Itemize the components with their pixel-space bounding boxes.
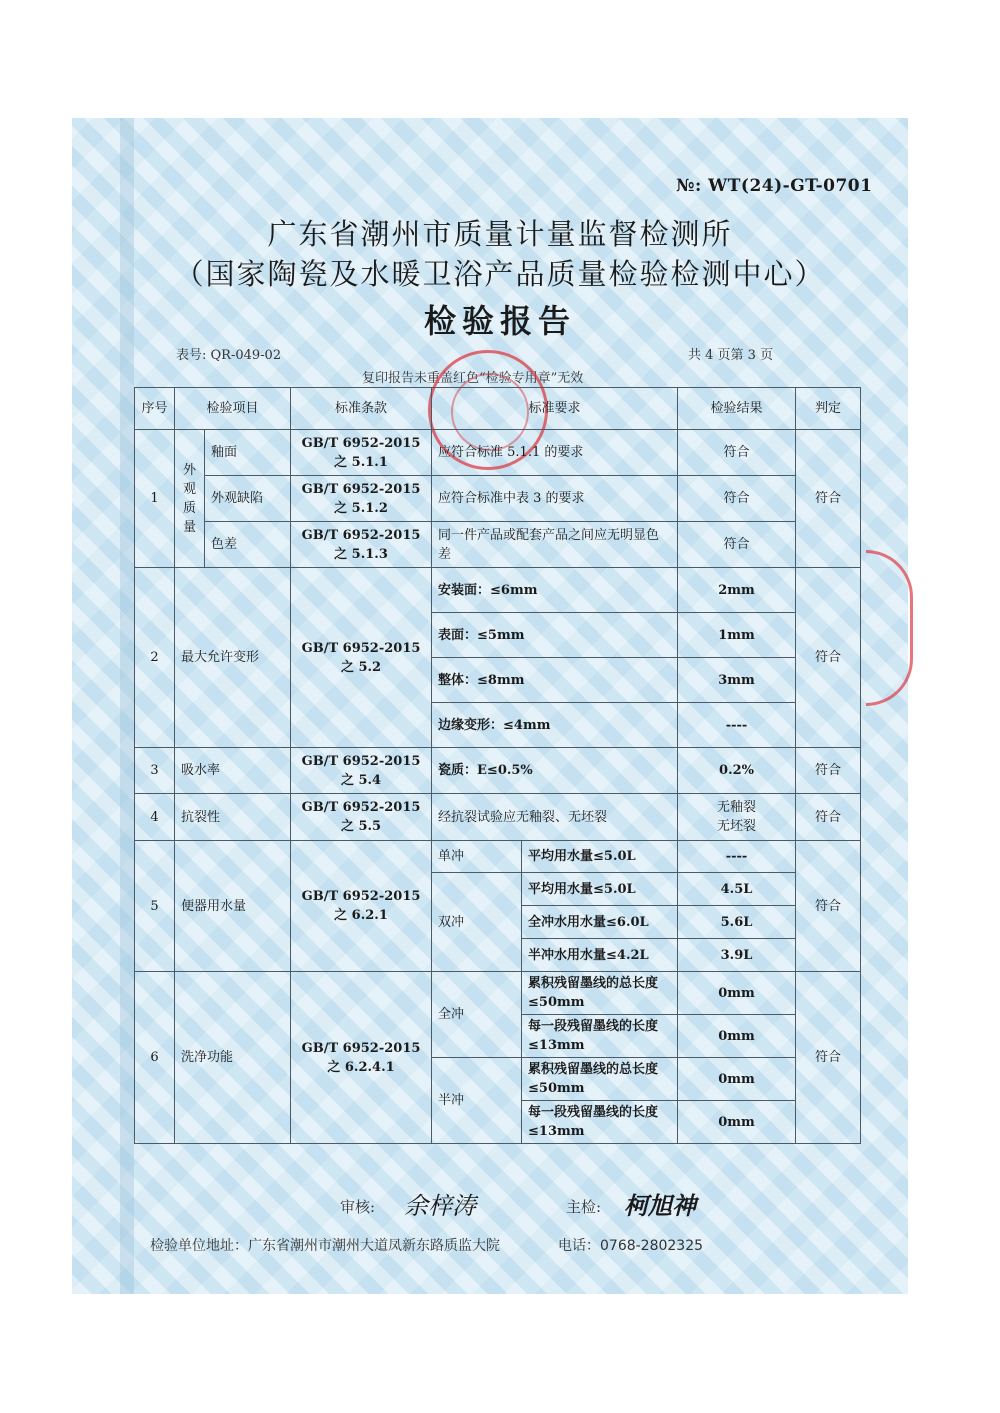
table-row: 每一段残留墨线的长度≤13mm 0mm — [135, 1101, 861, 1144]
header-requirement: 标准要求 — [432, 388, 678, 430]
inspection-table — [134, 387, 861, 1144]
institute-title: 广东省潮州市质量计量监督检测所 — [267, 217, 733, 251]
center-title: （国家陶瓷及水暖卫浴产品质量检验检测中心） — [174, 257, 826, 291]
lab-phone: 电话：0768-2802325 — [558, 1238, 704, 1254]
edge-seal-stamp — [866, 550, 913, 706]
report-number: №: WT(24)-GT-0701 — [676, 176, 873, 196]
header-result: 检验结果 — [678, 388, 796, 430]
binding-strip — [120, 118, 134, 1294]
header-item: 检验项目 — [175, 388, 291, 430]
reviewer-label: 审核: — [340, 1198, 376, 1216]
table-row: 外观缺陷 GB/T 6952-2015 之 5.1.2 应符合标准中表 3 的要求 符合 — [135, 476, 861, 522]
table-row: 每一段残留墨线的长度≤13mm 0mm — [135, 1015, 861, 1058]
table-row: 整体：≤8mm 3mm — [135, 658, 861, 703]
table-row: 2 最大允许变形 GB/T 6952-2015 之 5.2 安装面：≤6mm 2mm 符合 — [135, 568, 861, 613]
header-judgement: 判定 — [796, 388, 861, 430]
table-row: 半冲 累积残留墨线的总长度≤50mm 0mm — [135, 1058, 861, 1101]
table-row: 色差 GB/T 6952-2015 之 5.1.3 同一件产品或配套产品之间应无明显色差 符合 — [135, 522, 861, 568]
table-row: 双冲 平均用水量≤5.0L 4.5L — [135, 873, 861, 906]
table-header-row — [135, 388, 861, 430]
inspector-label: 主检: — [566, 1198, 602, 1216]
table-row: 全冲水用水量≤6.0L 5.6L — [135, 906, 861, 939]
header-clause: 标准条款 — [291, 388, 432, 430]
header-seq: 序号 — [135, 388, 175, 430]
report-title: 检验报告 — [423, 302, 576, 340]
table-row: 边缘变形：≤4mm ---- — [135, 703, 861, 748]
table-row: 1 外 观 质 量 釉面 GB/T 6952-2015 之 5.1.1 应符合标准 5.1.1 的要求 符合 符合 — [135, 430, 861, 476]
lab-address: 检验单位地址：广东省潮州市潮州大道凤新东路质监大院 — [150, 1238, 500, 1254]
inspector-signature: 柯旭神 — [624, 1191, 696, 1220]
copy-notice: 复印报告未重盖红色“检验专用章”无效 — [362, 371, 584, 386]
table-row: 表面：≤5mm 1mm — [135, 613, 861, 658]
table-row: 4 抗裂性 GB/T 6952-2015 之 5.5 经抗裂试验应无釉裂、无坯裂 无釉裂 无坯裂 符合 — [135, 794, 861, 841]
page-indicator: 共 4 页第 3 页 — [688, 348, 774, 363]
reviewer-signature: 余梓涛 — [404, 1192, 476, 1220]
table-row: 3 吸水率 GB/T 6952-2015 之 5.4 瓷质：E≤0.5% 0.2% 符合 — [135, 748, 861, 794]
group-label-appearance: 外 观 质 量 — [175, 430, 205, 568]
table-row: 6 洗净功能 GB/T 6952-2015 之 6.2.4.1 全冲 累积残留墨线的总长度≤50mm 0mm 符合 — [135, 972, 861, 1015]
form-number: 表号: QR-049-02 — [176, 348, 282, 363]
table-row: 半冲水用水量≤4.2L 3.9L — [135, 939, 861, 972]
table-row: 5 便器用水量 GB/T 6952-2015 之 6.2.1 单冲 平均用水量≤5.0L ---- 符合 — [135, 841, 861, 873]
